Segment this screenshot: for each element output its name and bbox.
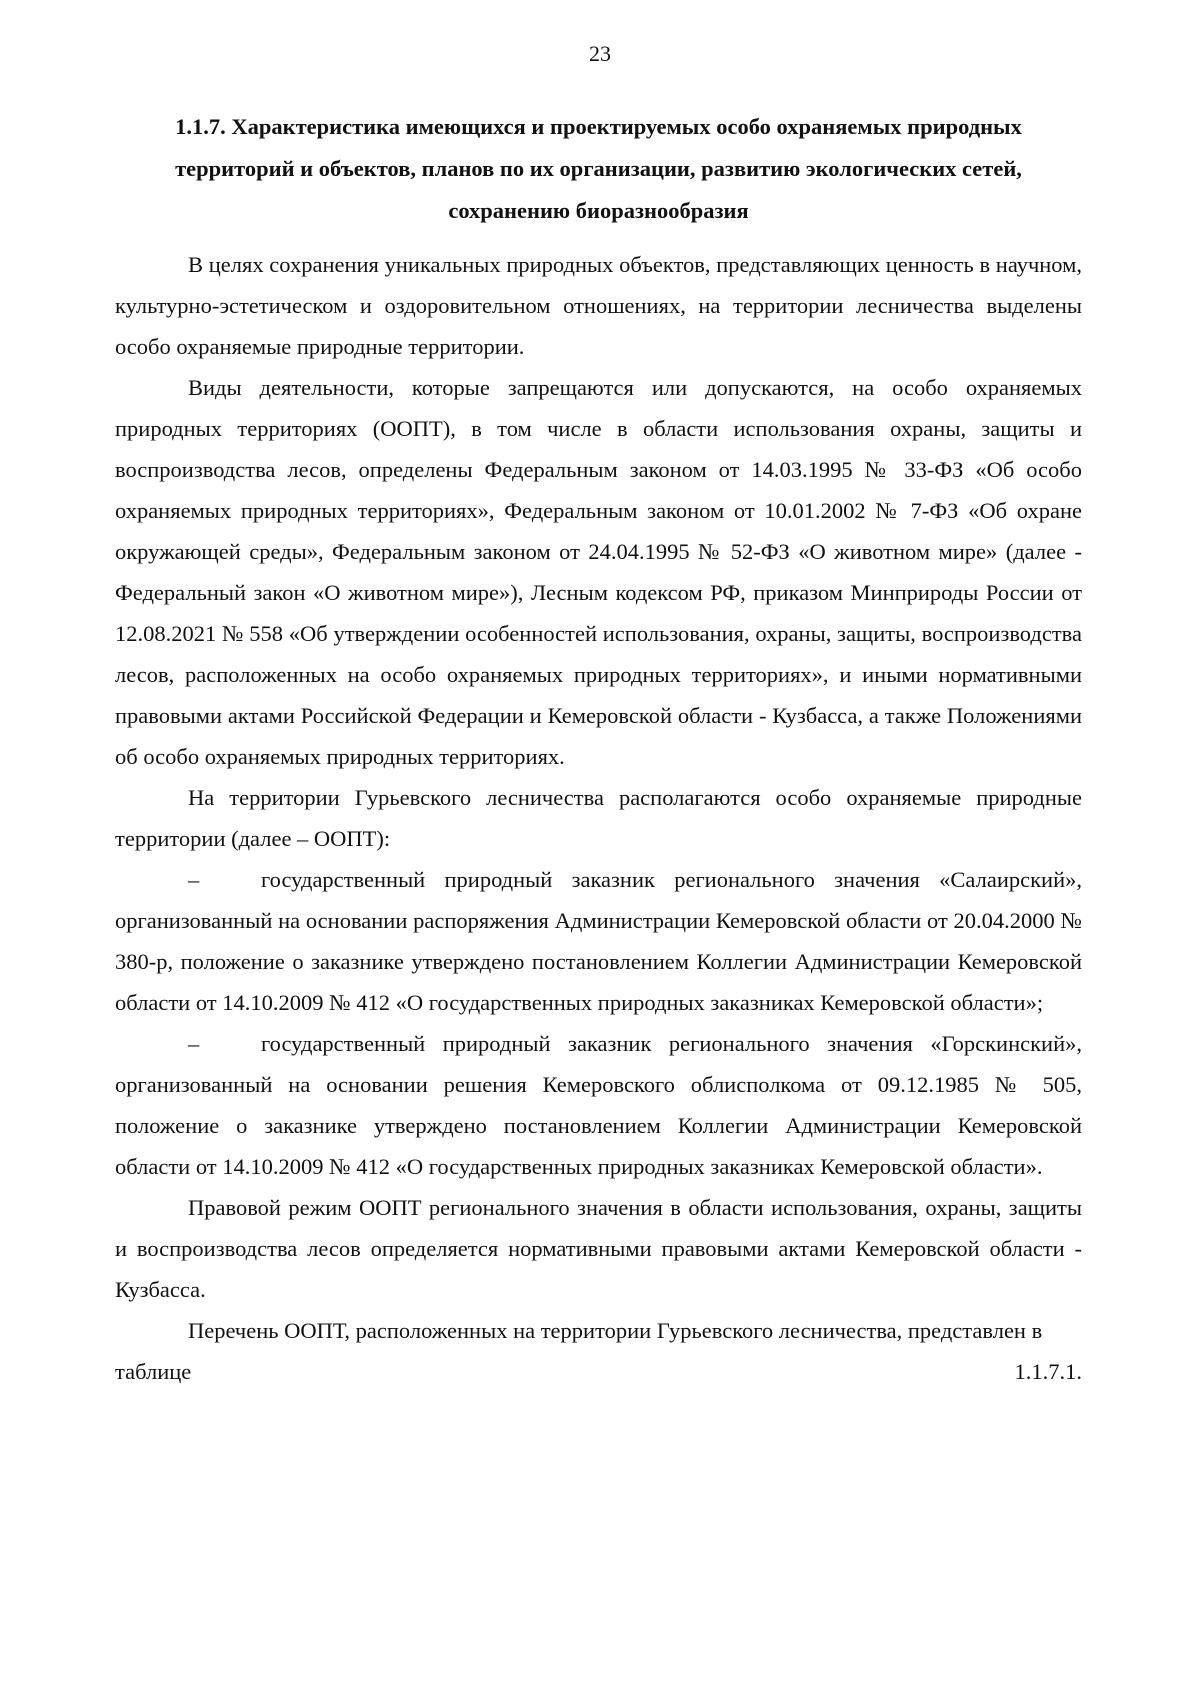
list-item-text: государственный природный заказник регионального значения «Горскинский», организованный на основании решения Кемеровского облисполкома от 09.12.1985 № 505, положение о заказнике утверждено постановлением Коллегии Администрации Кемеровской области от 14.10.2009 № 412 «О государственных природных заказниках Кемеровской области». [115,1031,1082,1179]
body-text [115,244,1082,1392]
table-word: таблице [115,1359,192,1384]
section-heading [115,106,1082,232]
list-dash: – [188,1031,200,1056]
heading-line-1: 1.1.7. Характеристика имеющихся и проектируемых особо охраняемых природных [175,114,1022,139]
list-dash: – [188,867,200,892]
list-item-gorskinsky [115,1023,1082,1187]
paragraph-legal-regime: Правовой режим ООПТ регионального значения в области использования, охраны, защиты и воспроизводства лесов определяется нормативными правовыми актами Кемеровской области - Кузбасса. [115,1195,1082,1302]
table-number: 1.1.7.1. [1014,1359,1082,1384]
table-reference-tail [115,1351,1082,1392]
table-reference-text: Перечень ООПТ, расположенных на территории Гурьевского лесничества, представлен в [188,1318,1043,1343]
heading-line-3: сохранению биоразнообразия [448,198,749,223]
paragraph-table-reference [115,1310,1082,1351]
paragraph-intro: В целях сохранения уникальных природных объектов, представляющих ценность в научном, культурно-эстетическом и оздоровительном отношениях, на территории лесничества выделены особо охраняемые природные территории. [115,252,1082,359]
list-item-salairsky [115,859,1082,1023]
page-number: 23 [589,41,611,66]
paragraph-legal-basis: Виды деятельности, которые запрещаются или допускаются, на особо охраняемых природных территориях (ООПТ), в том числе в области использования охраны, защиты и воспроизводства лесов, определены Федеральным законом от 14.03.1995 № 33-ФЗ «Об особо охраняемых природных территориях», Федеральным законом от 10.01.2002 № 7-ФЗ «Об охране окружающей среды», Федеральным законом от 24.04.1995 № 52-ФЗ «О животном мире» (далее - Федеральный закон «О животном мире»), Лесным кодексом РФ, приказом Минприроды России от 12.08.2021 № 558 «Об утверждении особенностей использования, охраны, защиты, воспроизводства лесов, расположенных на особо охраняемых природных территориях», и иными нормативными правовыми актами Российской Федерации и Кемеровской области - Кузбасса, а также Положениями об особо охраняемых природных территориях. [115,375,1082,769]
heading-line-2: территорий и объектов, планов по их организации, развитию экологических сетей, [175,156,1022,181]
list-item-text: государственный природный заказник регионального значения «Салаирский», организованный на основании распоряжения Администрации Кемеровской области от 20.04.2000 № 380-р, положение о заказнике утверждено постановлением Коллегии Администрации Кемеровской области от 14.10.2009 № 412 «О государственных природных заказниках Кемеровской области»; [115,867,1082,1015]
paragraph-oopt-list-intro: На территории Гурьевского лесничества располагаются особо охраняемые природные территории (далее – ООПТ): [115,785,1082,851]
